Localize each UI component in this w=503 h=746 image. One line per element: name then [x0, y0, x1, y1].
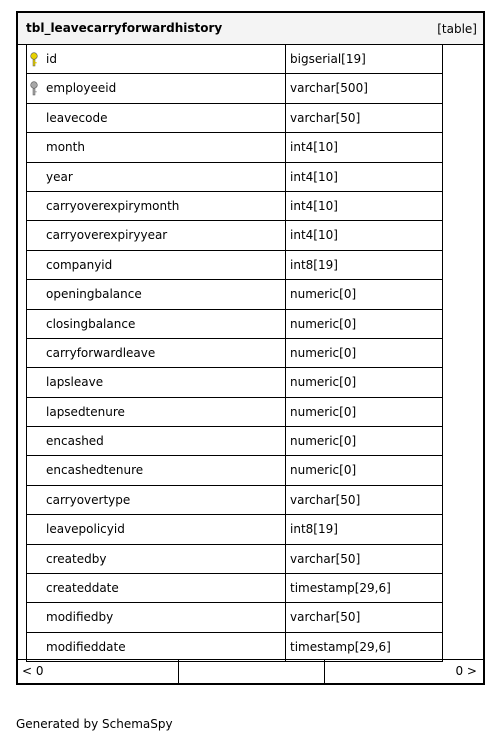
column-name-cell: [27, 574, 286, 602]
table-row[interactable]: [27, 603, 442, 632]
table-row[interactable]: [27, 310, 442, 339]
column-name-cell: [27, 456, 286, 484]
table-row[interactable]: [27, 163, 442, 192]
column-type: varchar[50]: [290, 551, 361, 566]
table-row[interactable]: [27, 104, 442, 133]
column-name: employeeid: [46, 81, 117, 96]
column-type: int8[19]: [290, 257, 338, 272]
column-name-cell: [27, 339, 286, 367]
table-row[interactable]: [27, 251, 442, 280]
column-type: varchar[500]: [290, 81, 368, 96]
column-name: modifieddate: [46, 639, 126, 654]
column-type: int4[10]: [290, 198, 338, 213]
column-name-cell: [27, 133, 286, 161]
column-type: numeric[0]: [290, 434, 357, 449]
column-name-cell: [27, 221, 286, 249]
column-type: numeric[0]: [290, 375, 357, 390]
table-row[interactable]: [27, 339, 442, 368]
foreign-key-icon: [30, 81, 38, 96]
table-name: tbl_leavecarryforwardhistory: [26, 21, 223, 35]
table-row[interactable]: [27, 427, 442, 456]
column-name: encashed: [46, 434, 104, 449]
child-count[interactable]: 0 >: [455, 664, 477, 678]
column-type: varchar[50]: [290, 492, 361, 507]
column-name: id: [46, 52, 57, 66]
column-name: modifiedby: [46, 610, 114, 625]
column-name: carryoverexpiryyear: [46, 228, 168, 243]
column-type: int4[10]: [290, 140, 338, 155]
table-row[interactable]: [27, 45, 442, 74]
column-name: lapsedtenure: [46, 404, 125, 419]
column-name-cell: [27, 545, 286, 573]
column-list: [26, 45, 443, 662]
column-name: carryforwardleave: [46, 345, 156, 360]
column-type: numeric[0]: [290, 316, 357, 331]
table-row[interactable]: [27, 456, 442, 485]
column-type: varchar[50]: [290, 610, 361, 625]
column-type: int4[10]: [290, 228, 338, 243]
column-type: varchar[50]: [290, 110, 361, 125]
table-type-label: [table]: [437, 22, 477, 36]
table-row[interactable]: [27, 280, 442, 309]
column-name-cell: [27, 192, 286, 220]
table-header: [18, 13, 483, 45]
column-name-cell: [27, 603, 286, 631]
table-row[interactable]: [27, 545, 442, 574]
table-row[interactable]: [27, 515, 442, 544]
column-name: leavecode: [46, 110, 108, 125]
column-name: carryoverexpirymonth: [46, 198, 180, 213]
footer-middle: [179, 660, 325, 683]
column-type: numeric[0]: [290, 287, 357, 302]
column-name: leavepolicyid: [46, 522, 125, 537]
column-name: openingbalance: [46, 287, 142, 302]
column-type: numeric[0]: [290, 463, 357, 478]
table-row[interactable]: [27, 486, 442, 515]
table-row[interactable]: [27, 74, 442, 103]
column-name: closingbalance: [46, 316, 136, 331]
table-row[interactable]: [27, 633, 442, 662]
column-name-cell: [27, 280, 286, 308]
column-type: int8[19]: [290, 522, 338, 537]
column-name: lapsleave: [46, 375, 104, 390]
column-name: companyid: [46, 257, 113, 272]
column-name-cell: [27, 74, 286, 102]
primary-key-icon: [30, 52, 38, 67]
table-footer: [18, 659, 483, 683]
column-name: createddate: [46, 581, 119, 596]
generated-by-text: Generated by SchemaSpy: [16, 717, 173, 731]
table-row[interactable]: [27, 221, 442, 250]
column-name: year: [46, 169, 73, 184]
column-name-cell: [27, 486, 286, 514]
column-type: int4[10]: [290, 169, 338, 184]
column-name: createdby: [46, 551, 107, 566]
column-name-cell: [27, 104, 286, 132]
table-row[interactable]: [27, 133, 442, 162]
column-type: timestamp[29,6]: [290, 581, 391, 596]
column-name-cell: [27, 515, 286, 543]
column-type: numeric[0]: [290, 345, 357, 360]
column-name-cell: [27, 633, 286, 661]
column-name-cell: [27, 368, 286, 396]
column-name-cell: [27, 163, 286, 191]
column-type: bigserial[19]: [290, 52, 366, 66]
column-name-cell: [27, 427, 286, 455]
column-name-cell: [27, 251, 286, 279]
table-row[interactable]: [27, 398, 442, 427]
column-name-cell: [27, 45, 286, 73]
column-name: carryovertype: [46, 492, 131, 507]
column-name: month: [46, 140, 85, 155]
column-name-cell: [27, 310, 286, 338]
table-row[interactable]: [27, 368, 442, 397]
column-name-cell: [27, 398, 286, 426]
column-type: timestamp[29,6]: [290, 639, 391, 654]
table-row[interactable]: [27, 192, 442, 221]
table-row[interactable]: [27, 574, 442, 603]
parent-count[interactable]: < 0: [18, 660, 179, 683]
column-type: numeric[0]: [290, 404, 357, 419]
schema-table: [16, 11, 485, 685]
column-name: encashedtenure: [46, 463, 144, 478]
